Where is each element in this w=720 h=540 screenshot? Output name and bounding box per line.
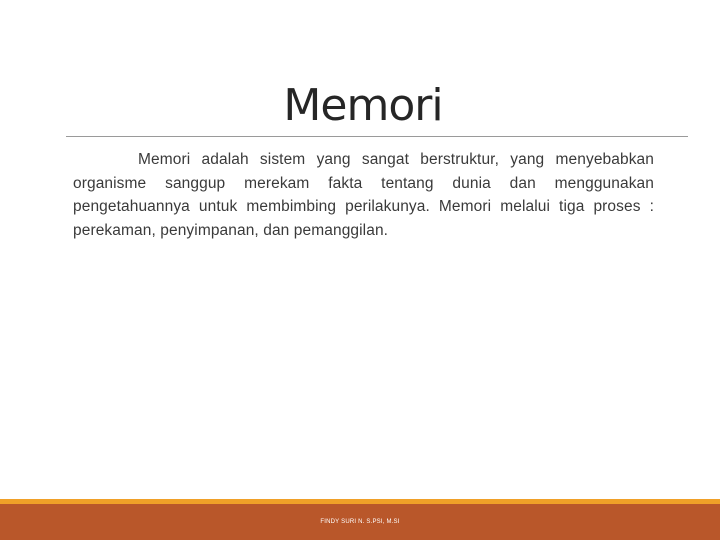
title-divider xyxy=(66,136,688,137)
slide-body-text: Memori adalah sistem yang sangat berstruktur, yang menyebabkan organisme sanggup merekam fakta tentang dunia dan menggunakan pengetahuannya untuk membimbing perilakunya. Memori melalui tiga proses : perekaman, penyimpanan, dan pemanggilan. xyxy=(73,151,654,239)
slide-title: Memori xyxy=(283,80,443,131)
footer-author-text: FINDY SURI N. S.PSI, M.SI xyxy=(320,519,400,525)
